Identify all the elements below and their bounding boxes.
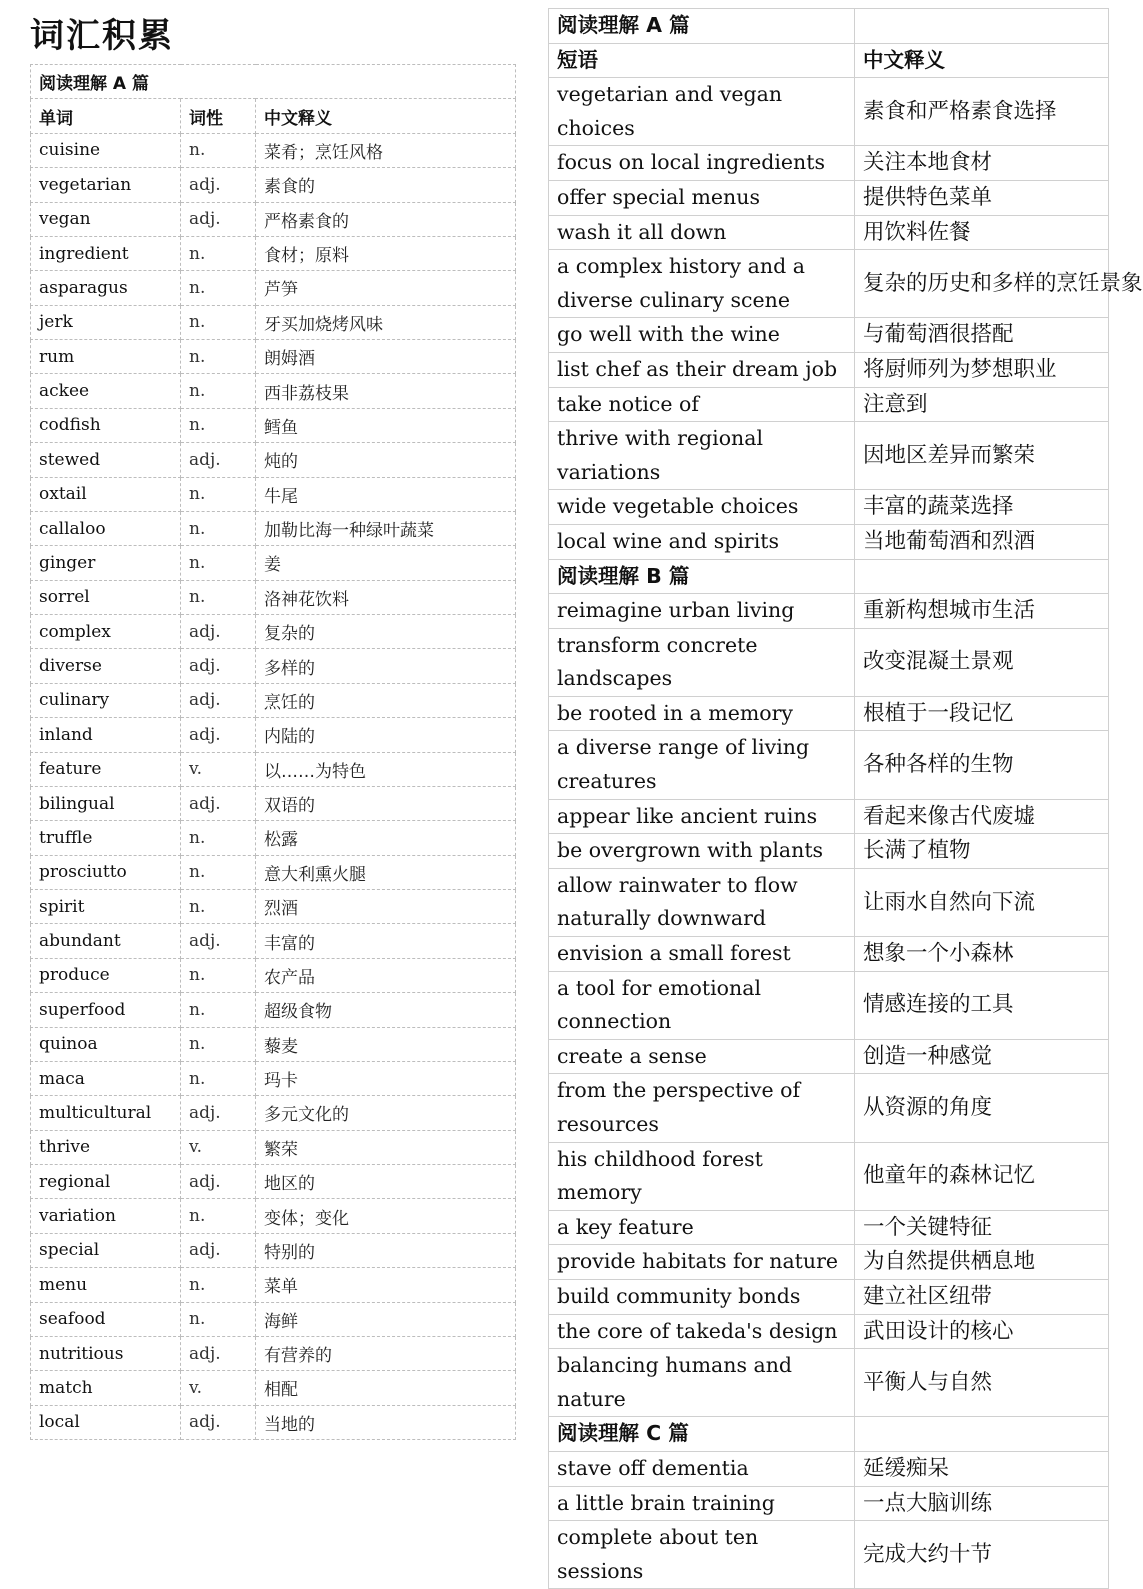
vocab-pos: n.	[181, 993, 256, 1027]
vocab-section-row	[31, 65, 516, 99]
vocab-row	[31, 1268, 516, 1302]
vocab-pos: adj.	[181, 202, 256, 236]
vocab-meaning: 烈酒	[256, 890, 516, 924]
phrase-english: envision a small forest	[549, 937, 855, 972]
vocab-row	[31, 305, 516, 339]
vocab-meaning: 西非荔枝果	[256, 374, 516, 408]
vocab-row	[31, 1336, 516, 1370]
phrase-english: stave off dementia	[549, 1451, 855, 1486]
phrase-chinese: 延缓痴呆	[855, 1451, 1109, 1486]
vocab-word: prosciutto	[31, 855, 181, 889]
phrase-english: transform concrete landscapes	[549, 628, 855, 696]
vocab-word: ginger	[31, 546, 181, 580]
vocab-pos: adj.	[181, 649, 256, 683]
vocab-meaning: 海鲜	[256, 1302, 516, 1336]
vocab-meaning: 素食的	[256, 168, 516, 202]
phrase-row	[549, 628, 1109, 696]
phrase-chinese: 各种各样的生物	[855, 731, 1109, 799]
phrase-chinese: 复杂的历史和多样的烹饪景象	[855, 250, 1109, 318]
vocab-word: produce	[31, 958, 181, 992]
phrase-row	[549, 1245, 1109, 1280]
phrase-chinese: 从资源的角度	[855, 1074, 1109, 1142]
vocab-section-title: 阅读理解 A 篇	[31, 65, 516, 99]
vocab-pos: n.	[181, 855, 256, 889]
vocab-word: special	[31, 1233, 181, 1267]
header-pos: 词性	[181, 99, 256, 133]
vocab-pos: adj.	[181, 683, 256, 717]
phrase-chinese: 当地葡萄酒和烈酒	[855, 524, 1109, 559]
phrase-section-title: 阅读理解 B 篇	[549, 559, 855, 594]
vocab-meaning: 以……为特色	[256, 752, 516, 786]
phrase-chinese: 让雨水自然向下流	[855, 868, 1109, 936]
phrase-english: take notice of	[549, 387, 855, 422]
phrase-row	[549, 1142, 1109, 1210]
vocab-row	[31, 855, 516, 889]
phrase-row	[549, 352, 1109, 387]
vocab-word: rum	[31, 340, 181, 374]
phrase-chinese: 长满了植物	[855, 834, 1109, 869]
vocab-word: multicultural	[31, 1096, 181, 1130]
phrase-english: a key feature	[549, 1210, 855, 1245]
phrase-row	[549, 387, 1109, 422]
vocab-row	[31, 1199, 516, 1233]
phrase-chinese: 因地区差异而繁荣	[855, 422, 1109, 490]
vocab-row	[31, 683, 516, 717]
phrase-chinese: 用饮料佐餐	[855, 215, 1109, 250]
vocab-row	[31, 236, 516, 270]
vocab-word: menu	[31, 1268, 181, 1302]
phrase-row	[549, 180, 1109, 215]
vocab-word: asparagus	[31, 271, 181, 305]
phrase-row	[549, 1451, 1109, 1486]
phrase-english: provide habitats for nature	[549, 1245, 855, 1280]
vocab-word: codfish	[31, 408, 181, 442]
vocab-word: maca	[31, 1061, 181, 1095]
vocab-pos: n.	[181, 408, 256, 442]
vocab-meaning: 松露	[256, 821, 516, 855]
phrase-section-blank	[855, 559, 1109, 594]
vocab-meaning: 烹饪的	[256, 683, 516, 717]
phrase-section-row	[549, 559, 1109, 594]
vocab-pos: adj.	[181, 786, 256, 820]
vocab-pos: n.	[181, 1302, 256, 1336]
phrase-chinese: 提供特色菜单	[855, 180, 1109, 215]
vocab-row	[31, 580, 516, 614]
vocab-word: ingredient	[31, 236, 181, 270]
vocab-word: local	[31, 1405, 181, 1439]
phrase-english: allow rainwater to flow naturally downward	[549, 868, 855, 936]
vocab-meaning: 有营养的	[256, 1336, 516, 1370]
vocab-word: oxtail	[31, 477, 181, 511]
vocab-meaning: 变体；变化	[256, 1199, 516, 1233]
phrase-row	[549, 524, 1109, 559]
vocab-pos: n.	[181, 821, 256, 855]
phrase-chinese: 重新构想城市生活	[855, 594, 1109, 629]
phrase-row	[549, 868, 1109, 936]
vocab-pos: n.	[181, 271, 256, 305]
vocab-word: culinary	[31, 683, 181, 717]
phrase-english: be overgrown with plants	[549, 834, 855, 869]
vocab-word: quinoa	[31, 1027, 181, 1061]
vocab-pos: n.	[181, 580, 256, 614]
phrase-table	[548, 8, 1143, 1589]
vocab-meaning: 意大利熏火腿	[256, 855, 516, 889]
vocab-meaning: 芦笋	[256, 271, 516, 305]
vocab-meaning: 姜	[256, 546, 516, 580]
vocab-meaning: 当地的	[256, 1405, 516, 1439]
phrase-chinese: 完成大约十节	[855, 1521, 1109, 1589]
vocab-word: complex	[31, 615, 181, 649]
phrase-row	[549, 937, 1109, 972]
vocab-meaning: 严格素食的	[256, 202, 516, 236]
vocab-row	[31, 374, 516, 408]
vocab-row	[31, 890, 516, 924]
phrase-chinese: 丰富的蔬菜选择	[855, 490, 1109, 525]
vocab-row	[31, 924, 516, 958]
vocab-word: thrive	[31, 1130, 181, 1164]
vocab-pos: v.	[181, 1130, 256, 1164]
vocab-meaning: 丰富的	[256, 924, 516, 958]
vocab-header-row	[31, 99, 516, 133]
vocab-row	[31, 958, 516, 992]
vocab-meaning: 多样的	[256, 649, 516, 683]
phrase-english: a complex history and a diverse culinary scene	[549, 250, 855, 318]
vocab-word: abundant	[31, 924, 181, 958]
vocab-pos: n.	[181, 374, 256, 408]
phrase-english: appear like ancient ruins	[549, 799, 855, 834]
vocab-row	[31, 1096, 516, 1130]
phrase-english: vegetarian and vegan choices	[549, 78, 855, 146]
phrase-english: offer special menus	[549, 180, 855, 215]
phrase-english: reimagine urban living	[549, 594, 855, 629]
vocab-row	[31, 1165, 516, 1199]
phrase-section-blank	[855, 9, 1109, 44]
vocab-pos: v.	[181, 1371, 256, 1405]
vocab-pos: n.	[181, 511, 256, 545]
phrase-chinese: 一个关键特征	[855, 1210, 1109, 1245]
vocab-word: bilingual	[31, 786, 181, 820]
phrase-row	[549, 696, 1109, 731]
vocab-meaning: 相配	[256, 1371, 516, 1405]
header-phrase: 短语	[549, 43, 855, 78]
vocab-row	[31, 752, 516, 786]
vocab-pos: n.	[181, 305, 256, 339]
vocab-word: diverse	[31, 649, 181, 683]
vocab-pos: n.	[181, 477, 256, 511]
vocab-meaning: 超级食物	[256, 993, 516, 1027]
phrase-row	[549, 1039, 1109, 1074]
vocab-row	[31, 821, 516, 855]
vocab-word: feature	[31, 752, 181, 786]
vocab-word: inland	[31, 718, 181, 752]
header-phrase-meaning: 中文释义	[855, 43, 1109, 78]
phrase-row	[549, 422, 1109, 490]
phrase-chinese: 他童年的森林记忆	[855, 1142, 1109, 1210]
phrase-english: focus on local ingredients	[549, 146, 855, 181]
vocab-meaning: 牛尾	[256, 477, 516, 511]
phrase-chinese: 武田设计的核心	[855, 1314, 1109, 1349]
phrase-row	[549, 799, 1109, 834]
vocab-row	[31, 511, 516, 545]
vocab-pos: adj.	[181, 1096, 256, 1130]
vocab-pos: adj.	[181, 1336, 256, 1370]
vocab-meaning: 加勒比海一种绿叶蔬菜	[256, 511, 516, 545]
vocab-row	[31, 718, 516, 752]
vocab-pos: adj.	[181, 718, 256, 752]
vocabulary-table	[30, 64, 516, 1440]
phrase-section-title: 阅读理解 A 篇	[549, 9, 855, 44]
vocab-word: cuisine	[31, 133, 181, 167]
vocab-row	[31, 443, 516, 477]
phrase-row	[549, 594, 1109, 629]
phrase-english: list chef as their dream job	[549, 352, 855, 387]
vocab-meaning: 地区的	[256, 1165, 516, 1199]
vocab-pos: n.	[181, 890, 256, 924]
phrase-section-row	[549, 9, 1109, 44]
vocab-row	[31, 340, 516, 374]
phrase-english: go well with the wine	[549, 318, 855, 353]
phrase-row	[549, 490, 1109, 525]
vocab-row	[31, 1233, 516, 1267]
phrase-chinese: 一点大脑训练	[855, 1486, 1109, 1521]
vocab-row	[31, 408, 516, 442]
vocab-row	[31, 546, 516, 580]
phrase-chinese: 想象一个小森林	[855, 937, 1109, 972]
phrase-english: a tool for emotional connection	[549, 971, 855, 1039]
phrase-header-row	[549, 43, 1109, 78]
vocab-row	[31, 1061, 516, 1095]
vocab-meaning: 双语的	[256, 786, 516, 820]
vocab-word: nutritious	[31, 1336, 181, 1370]
vocab-pos: n.	[181, 1027, 256, 1061]
phrase-row	[549, 834, 1109, 869]
vocab-word: regional	[31, 1165, 181, 1199]
page-title: 词汇积累	[30, 16, 174, 56]
vocab-pos: adj.	[181, 615, 256, 649]
vocab-pos: adj.	[181, 1405, 256, 1439]
vocab-meaning: 农产品	[256, 958, 516, 992]
phrase-english: local wine and spirits	[549, 524, 855, 559]
vocab-word: match	[31, 1371, 181, 1405]
phrase-chinese: 与葡萄酒很搭配	[855, 318, 1109, 353]
phrase-english: the core of takeda's design	[549, 1314, 855, 1349]
phrase-english: his childhood forest memory	[549, 1142, 855, 1210]
vocab-meaning: 藜麦	[256, 1027, 516, 1061]
phrase-row	[549, 1486, 1109, 1521]
phrase-chinese: 为自然提供栖息地	[855, 1245, 1109, 1280]
vocab-word: sorrel	[31, 580, 181, 614]
vocab-word: stewed	[31, 443, 181, 477]
vocab-meaning: 鳕鱼	[256, 408, 516, 442]
phrase-chinese: 关注本地食材	[855, 146, 1109, 181]
phrase-english: build community bonds	[549, 1279, 855, 1314]
phrase-english: be rooted in a memory	[549, 696, 855, 731]
phrase-row	[549, 250, 1109, 318]
vocab-meaning: 洛神花饮料	[256, 580, 516, 614]
vocab-meaning: 繁荣	[256, 1130, 516, 1164]
vocab-pos: n.	[181, 133, 256, 167]
vocab-meaning: 朗姆酒	[256, 340, 516, 374]
vocab-row	[31, 477, 516, 511]
vocab-pos: n.	[181, 546, 256, 580]
vocab-word: vegetarian	[31, 168, 181, 202]
phrase-chinese: 看起来像古代废墟	[855, 799, 1109, 834]
vocab-meaning: 菜单	[256, 1268, 516, 1302]
vocab-meaning: 内陆的	[256, 718, 516, 752]
phrase-english: wash it all down	[549, 215, 855, 250]
phrase-english: from the perspective of resources	[549, 1074, 855, 1142]
vocab-pos: n.	[181, 236, 256, 270]
phrase-english: wide vegetable choices	[549, 490, 855, 525]
vocab-row	[31, 1027, 516, 1061]
phrase-row	[549, 318, 1109, 353]
vocab-row	[31, 271, 516, 305]
phrase-row	[549, 1349, 1109, 1417]
vocab-meaning: 牙买加烧烤风味	[256, 305, 516, 339]
vocab-pos: adj.	[181, 1165, 256, 1199]
vocab-pos: n.	[181, 958, 256, 992]
vocab-word: ackee	[31, 374, 181, 408]
vocab-pos: n.	[181, 340, 256, 374]
phrase-section-title: 阅读理解 C 篇	[549, 1417, 855, 1452]
phrase-row	[549, 215, 1109, 250]
phrase-chinese: 注意到	[855, 387, 1109, 422]
vocab-row	[31, 168, 516, 202]
phrase-row	[549, 971, 1109, 1039]
phrase-english: a little brain training	[549, 1486, 855, 1521]
vocab-pos: adj.	[181, 924, 256, 958]
vocab-word: callaloo	[31, 511, 181, 545]
vocab-row	[31, 1371, 516, 1405]
vocab-row	[31, 786, 516, 820]
vocab-pos: n.	[181, 1199, 256, 1233]
phrase-chinese: 素食和严格素食选择	[855, 78, 1109, 146]
phrase-row	[549, 146, 1109, 181]
vocab-meaning: 食材；原料	[256, 236, 516, 270]
phrase-section-blank	[855, 1417, 1109, 1452]
vocab-row	[31, 1405, 516, 1439]
phrase-english: a diverse range of living creatures	[549, 731, 855, 799]
vocab-row	[31, 649, 516, 683]
vocab-word: jerk	[31, 305, 181, 339]
header-word: 单词	[31, 99, 181, 133]
vocab-row	[31, 993, 516, 1027]
vocab-meaning: 特别的	[256, 1233, 516, 1267]
vocab-word: seafood	[31, 1302, 181, 1336]
phrase-chinese: 将厨师列为梦想职业	[855, 352, 1109, 387]
vocab-meaning: 炖的	[256, 443, 516, 477]
vocab-word: superfood	[31, 993, 181, 1027]
vocab-word: truffle	[31, 821, 181, 855]
header-meaning: 中文释义	[256, 99, 516, 133]
vocab-pos: n.	[181, 1268, 256, 1302]
phrase-chinese: 平衡人与自然	[855, 1349, 1109, 1417]
vocab-row	[31, 202, 516, 236]
vocab-row	[31, 1302, 516, 1336]
phrase-row	[549, 1074, 1109, 1142]
vocab-pos: adj.	[181, 1233, 256, 1267]
vocab-row	[31, 133, 516, 167]
vocab-pos: v.	[181, 752, 256, 786]
phrase-chinese: 创造一种感觉	[855, 1039, 1109, 1074]
vocab-meaning: 复杂的	[256, 615, 516, 649]
phrase-english: complete about ten sessions	[549, 1521, 855, 1589]
phrase-chinese: 根植于一段记忆	[855, 696, 1109, 731]
vocab-word: vegan	[31, 202, 181, 236]
vocab-pos: adj.	[181, 443, 256, 477]
vocab-meaning: 玛卡	[256, 1061, 516, 1095]
phrase-row	[549, 1279, 1109, 1314]
phrase-row	[549, 1210, 1109, 1245]
vocab-meaning: 菜肴；烹饪风格	[256, 133, 516, 167]
vocab-meaning: 多元文化的	[256, 1096, 516, 1130]
vocab-pos: adj.	[181, 168, 256, 202]
vocab-row	[31, 615, 516, 649]
phrase-row	[549, 731, 1109, 799]
phrase-row	[549, 78, 1109, 146]
phrase-chinese: 改变混凝土景观	[855, 628, 1109, 696]
phrase-row	[549, 1314, 1109, 1349]
phrase-row	[549, 1521, 1109, 1589]
phrase-english: balancing humans and nature	[549, 1349, 855, 1417]
phrase-english: create a sense	[549, 1039, 855, 1074]
phrase-section-row	[549, 1417, 1109, 1452]
vocab-word: variation	[31, 1199, 181, 1233]
vocab-row	[31, 1130, 516, 1164]
phrase-chinese: 建立社区纽带	[855, 1279, 1109, 1314]
vocab-pos: n.	[181, 1061, 256, 1095]
phrase-chinese: 情感连接的工具	[855, 971, 1109, 1039]
vocab-word: spirit	[31, 890, 181, 924]
phrase-english: thrive with regional variations	[549, 422, 855, 490]
